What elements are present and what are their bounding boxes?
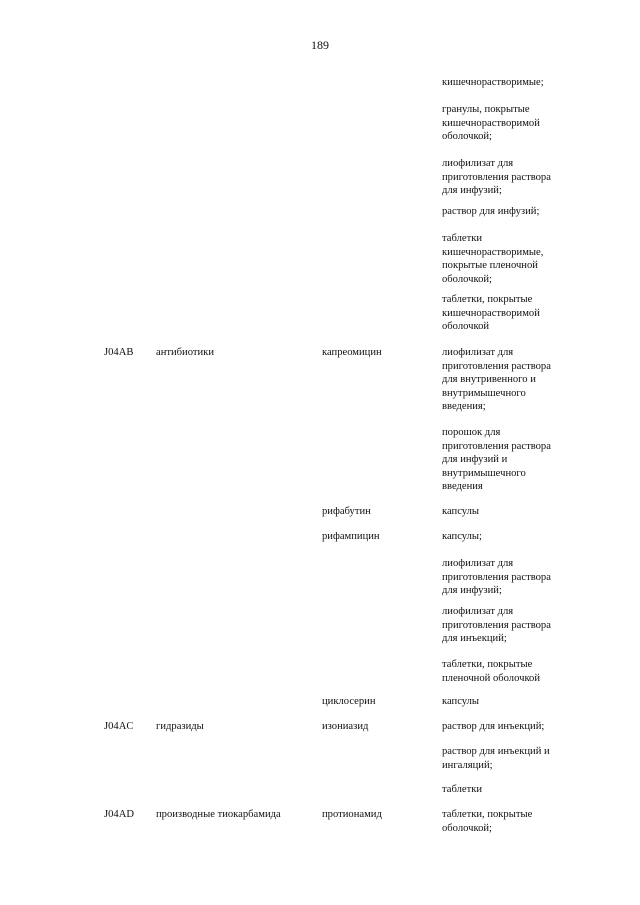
atc-group: производные тиокарбамида [156,809,281,820]
drug-name: капреомицин [322,347,382,358]
dosage-form: таблетки, покрытые кишечнорастворимой оболочкой [442,294,540,333]
drug-name: рифампицин [322,531,380,542]
dosage-form: таблетки, покрытые оболочкой; [442,809,533,834]
dosage-form: раствор для инъекций; [442,721,545,732]
dosage-form: порошок для приготовления раствора для инфузий и внутримышечного введения [442,427,551,493]
dosage-form: лиофилизат для приготовления раствора для инъекций; [442,606,551,645]
dosage-form: капсулы [442,696,480,707]
dosage-form: кишечнорастворимые; [442,77,544,88]
dosage-form: капсулы; [442,531,482,542]
drug-name: протионамид [322,809,382,820]
drug-name: циклосерин [322,696,376,707]
dosage-form: таблетки кишечнорастворимые, покрытые пленочной оболочкой; [442,233,544,285]
dosage-form: лиофилизат для приготовления раствора для инфузий; [442,158,551,197]
dosage-form: раствор для инъекций и ингаляций; [442,746,550,771]
dosage-form: лиофилизат для приготовления раствора для инфузий; [442,558,551,597]
atc-group: антибиотики [156,347,215,358]
atc-code: J04AC [104,721,134,732]
drug-name: изониазид [322,721,369,732]
dosage-form: лиофилизат для приготовления раствора для внутривенного и внутримышечного введения; [442,347,551,413]
atc-group: гидразиды [156,721,204,732]
atc-code: J04AB [104,347,134,358]
page-number: 189 [311,38,329,52]
dosage-form: раствор для инфузий; [442,206,540,217]
dosage-form: таблетки [442,784,483,795]
dosage-form: гранулы, покрытые кишечнорастворимой оболочкой; [442,104,540,143]
drug-name: рифабутин [322,506,371,517]
dosage-form: капсулы [442,506,480,517]
atc-code: J04AD [104,809,135,820]
dosage-form: таблетки, покрытые пленочной оболочкой [442,659,541,684]
